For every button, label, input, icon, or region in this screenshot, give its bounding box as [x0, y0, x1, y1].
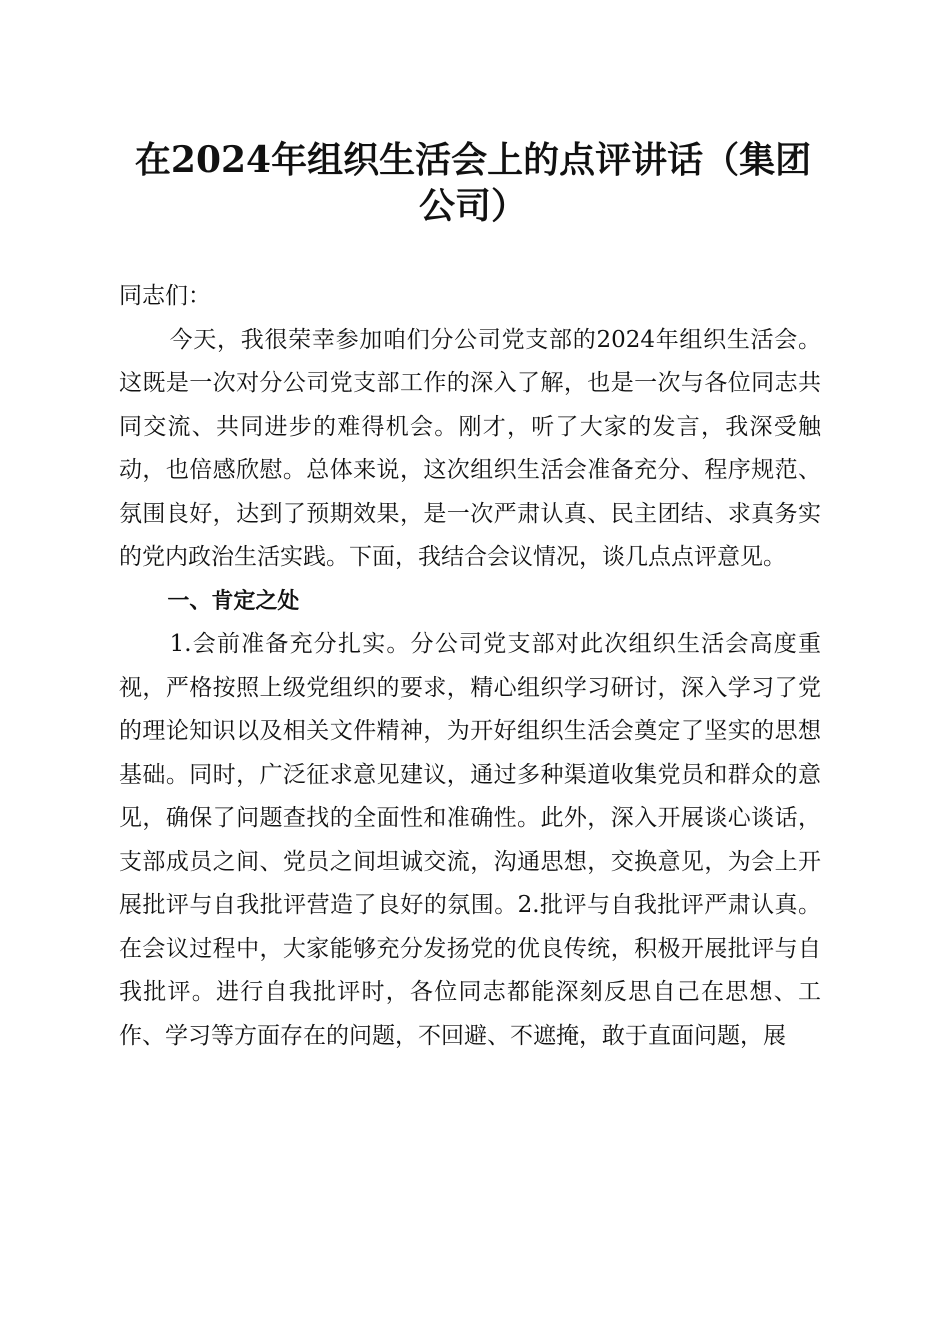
document-title: 在2024年组织生活会上的点评讲话（集团公司）	[134, 139, 812, 227]
document-body	[119, 275, 821, 1058]
salutation: 同志们：	[119, 283, 211, 309]
section-heading: 一、肯定之处	[167, 588, 300, 614]
intro-paragraph: 今天，我很荣幸参加咱们分公司党支部的2024年组织生活会。这既是一次对分公司党支部工作的深入了解，也是一次与各位同志共同交流、共同进步的难得机会。刚才，听了大家的发言，我深受触动，也倍感欣慰。总体来说，这次组织生活会准备充分、程序规范、氛围良好，达到了预期效果，是一次严肃认真、民主团结、求真务实的党内政治生活实践。下面，我结合会议情况，谈几点点评意见。	[119, 326, 821, 570]
section-paragraph: 1.会前准备充分扎实。分公司党支部对此次组织生活会高度重视，严格按照上级党组织的要求，精心组织学习研讨，深入学习了党的理论知识以及相关文件精神，为开好组织生活会奠定了坚实的思想基础。同时，广泛征求意见建议，通过多种渠道收集党员和群众的意见，确保了问题查找的全面性和准确性。此外，深入开展谈心谈话，支部成员之间、党员之间坦诚交流，沟通思想，交换意见，为会上开展批评与自我批评营造了良好的氛围。2.批评与自我批评严肃认真。在会议过程中，大家能够充分发扬党的优良传统，积极开展批评与自我批评。进行自我批评时，各位同志都能深刻反思自己在思想、工作、学习等方面存在的问题，不回避、不遮掩，敢于直面问题，展	[119, 631, 821, 1049]
